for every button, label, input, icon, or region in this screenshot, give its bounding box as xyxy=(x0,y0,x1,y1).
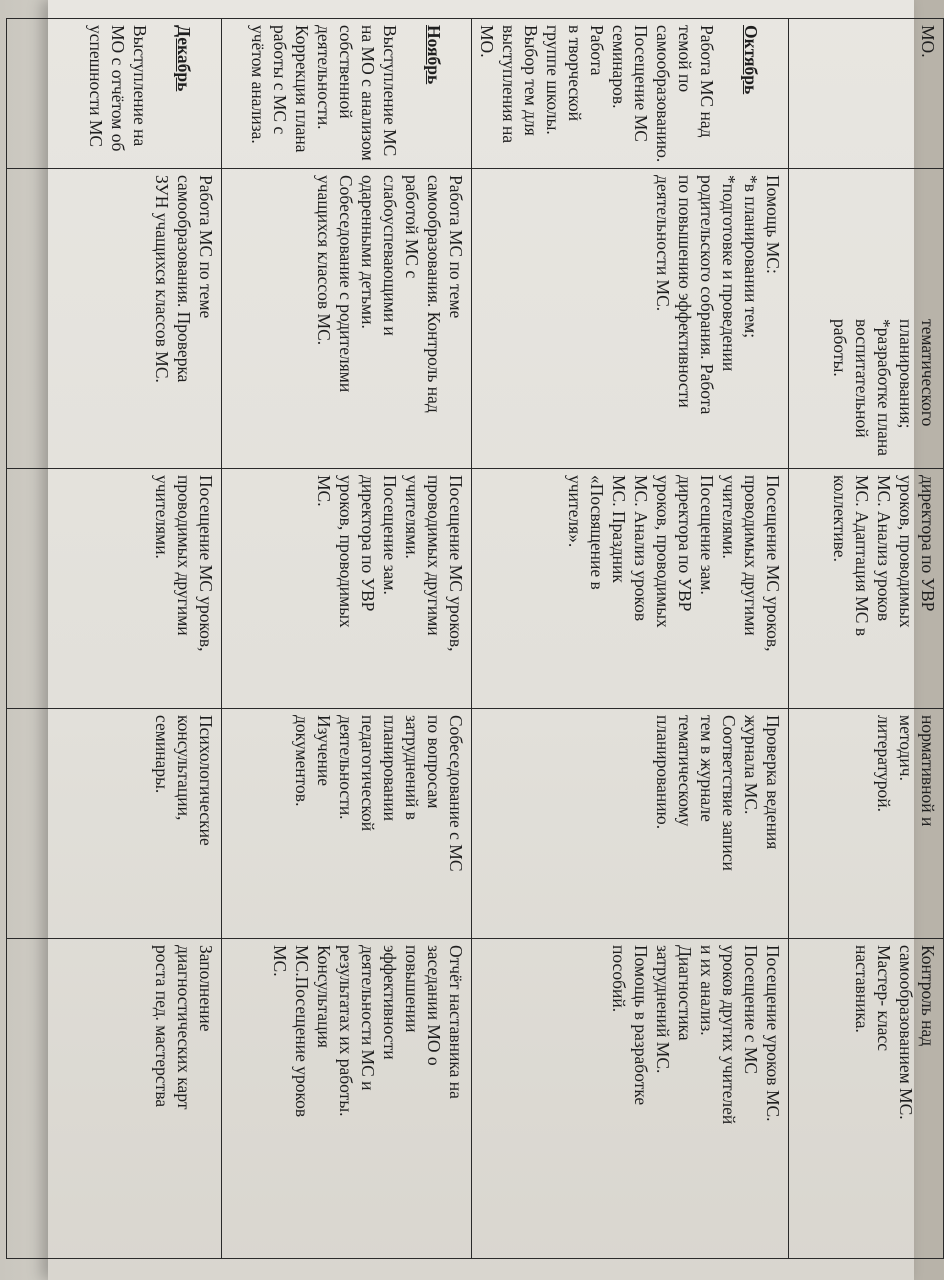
table-cell: Работа МС по теме самообразования. Проверка ЗУН учащихся классов МС. xyxy=(7,169,222,469)
table-cell: Посещение МС уроков, проводимых другими учителями. Посещение зам. директора по УВР уроков, проводимых МС. Анализ уроков МС. Праздник «Посвящение в учителя». xyxy=(472,469,789,709)
table-row xyxy=(7,19,222,1259)
rotated-table-wrapper xyxy=(84,18,944,1258)
table-cell: нормативной и методич. литературой. xyxy=(789,709,944,939)
table-cell: Посещение уроков МС. Посещение с МС уроков других учителей и их анализ. Диагностика затруднений МС. Помощь в разработке пособий. xyxy=(472,939,789,1259)
table-cell xyxy=(7,19,222,169)
table-cell: МО. xyxy=(789,19,944,169)
table-cell: директора по УВР уроков, проводимых МС. Анализ уроков МС. Адаптация МС в коллективе. xyxy=(789,469,944,709)
month-label: Ноябрь xyxy=(424,25,444,85)
table-row xyxy=(789,19,944,1259)
table-cell: Проверка ведения журнала МС. Соответствие записи тем в журнале тематическому планированию. xyxy=(472,709,789,939)
table-cell: Отчёт наставника на заседании МО о повышении эффективности деятельности МС и результатах их работы. Консультация МС.Посещение уроков МС. xyxy=(222,939,472,1259)
table-cell: Посещение МС уроков, проводимых другими учителями. xyxy=(7,469,222,709)
cell-text: Выступление МС на МО с анализом собственной деятельности. Коррекция плана работы с МС с учётом анализа. xyxy=(248,25,400,161)
table-cell: Заполнение диагностических карт роста пед. мастерства xyxy=(7,939,222,1259)
table-cell: Психологические консультации, семинары. xyxy=(7,709,222,939)
month-label: Октябрь xyxy=(741,25,761,95)
table-cell: тематического планирования; *разработке плана воспитательной работы. xyxy=(789,169,944,469)
table-row xyxy=(222,19,472,1259)
table-row xyxy=(472,19,789,1259)
table-cell: Собеседование с МС по вопросам затруднений в планировании педагогической деятельности. Изучение документов. xyxy=(222,709,472,939)
document-page xyxy=(48,0,938,1280)
table-cell: Контроль над самообразованием МС. Мастер- класс наставника. xyxy=(789,939,944,1259)
table-cell: Работа МС по теме самообразования. Контроль над работой МС с слабоуспевающими и одаренными детьми. Собеседование с родителями учащихся классов МС. xyxy=(222,169,472,469)
mentoring-plan-table xyxy=(6,18,944,1259)
cell-text: Выступление на МО с отчётом об успешности МС xyxy=(86,25,150,152)
table-cell: Посещение МС уроков, проводимых другими учителями. Посещение зам. директора по УВР уроков, проводимых МС. xyxy=(222,469,472,709)
cell-text: Работа МС над темой по самообразованию. Посещение МС семинаров. Работа в творческой группе школы. Выбор тем для выступления на МО. xyxy=(477,25,717,163)
table-cell xyxy=(222,19,472,169)
table-cell xyxy=(472,19,789,169)
table-cell: Помощь МС: *в планировании тем; *подготовке и проведении родительского собрания. Работа по повышению эффективности деятельности МС. xyxy=(472,169,789,469)
month-label: Декабрь xyxy=(174,25,194,92)
